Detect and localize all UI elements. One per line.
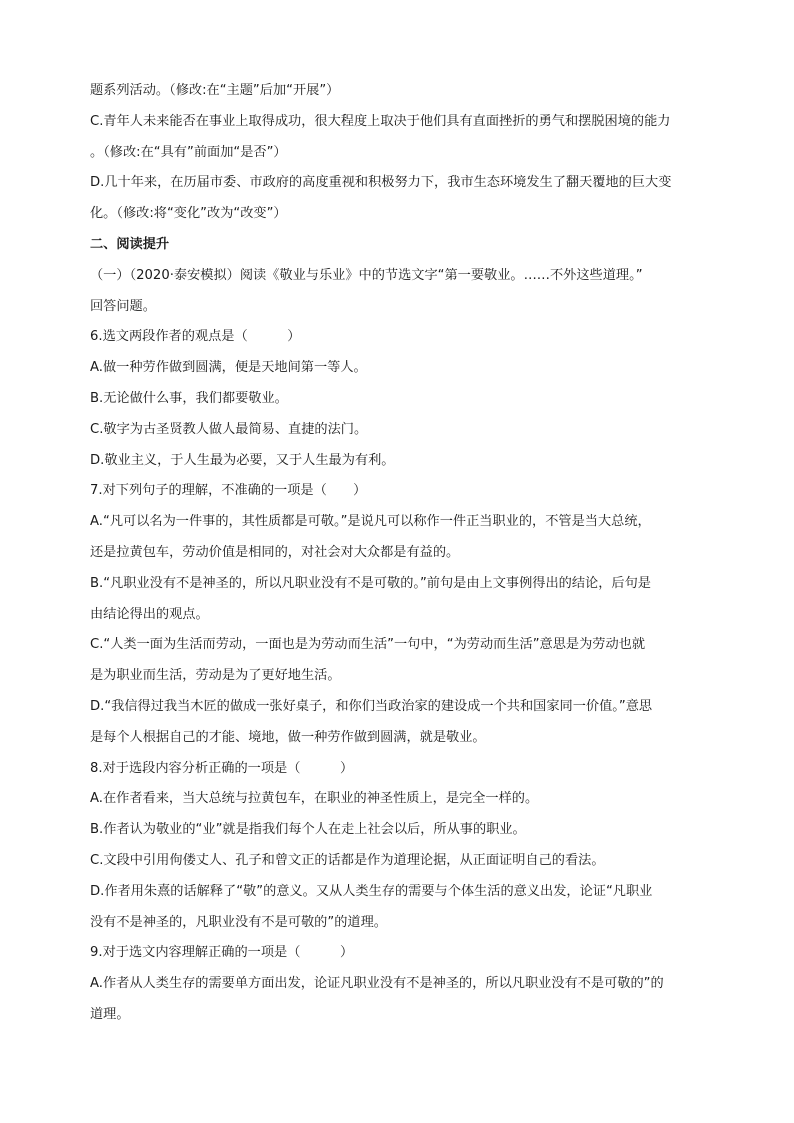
text-line: 由结论得出的观点。 [90, 606, 209, 622]
text-line: 还是拉黄包车，劳动价值是相同的，对社会对大众都是有益的。 [90, 544, 460, 560]
option-line: B.“凡职业没有不是神圣的，所以凡职业没有不是可敬的。”前句是由上文事例得出的结论，后句是 [90, 575, 651, 591]
question-line: 7.对下列句子的理解，不准确的一项是（ ） [90, 483, 367, 499]
option-line: C.文段中引用佝偻丈人、孔子和曾文正的话都是作为道理论据，从正面证明自己的看法。 [90, 852, 605, 868]
option-line: D.作者用朱熹的话解释了“敬”的意义。又从人类生存的需要与个体生活的意义出发，论证“凡职业 [90, 883, 653, 899]
option-line: B.无论做什么事，我们都要敬业。 [90, 390, 288, 406]
text-line: 化。（修改:将“变化”改为“改变”） [90, 206, 287, 222]
option-line: D.敬业主义，于人生最为必要，又于人生最为有利。 [90, 452, 395, 468]
option-line: C.“人类一面为生活而劳动，一面也是为劳动而生活”一句中，“为劳动而生活”意思是为劳动也就 [90, 637, 646, 653]
question-line: 8.对于选段内容分析正确的一项是（ ） [90, 760, 354, 776]
option-line: A.“凡可以名为一件事的，其性质都是可敬。”是说凡可以称作一件正当职业的，不管是当大总统， [90, 514, 651, 530]
option-line: A.作者从人类生存的需要单方面出发，论证凡职业没有不是神圣的，所以凡职业没有不是可敬的”的 [90, 976, 664, 992]
text-line: D.几十年来，在历届市委、市政府的高度重视和积极努力下，我市生态环境发生了翻天覆地的巨大变 [90, 175, 672, 191]
option-line: D.“我信得过我当木匠的做成一张好桌子，和你们当政治家的建设成一个共和国家同一价值。”意思 [90, 698, 653, 714]
text-line: 是为职业而生活，劳动是为了更好地生活。 [90, 668, 341, 684]
text-line: （一）（2020·泰安模拟）阅读《敬业与乐业》中的节选文字“第一要敬业。……不外这些道理。” [90, 267, 643, 283]
text-line: 道理。 [90, 1006, 130, 1022]
section-heading: 二、阅读提升 [90, 236, 170, 252]
option-line: A.在作者看来，当大总统与拉黄包车，在职业的神圣性质上，是完全一样的。 [90, 791, 539, 807]
option-line: A.做一种劳作做到圆满，便是天地间第一等人。 [90, 360, 367, 376]
document-page [90, 76, 716, 1031]
text-line: 题系列活动。（修改:在“主题”后加“开展”） [90, 83, 340, 98]
question-line: 9.对于选文内容理解正确的一项是（ ） [90, 945, 354, 961]
text-line: 回答问题。 [90, 298, 156, 314]
text-line: C.青年人未来能否在事业上取得成功，很大程度上取决于他们具有直面挫折的勇气和摆脱困境的能力 [90, 113, 671, 129]
option-line: C.敬字为古圣贤教人做人最简易、直捷的法门。 [90, 421, 368, 437]
question-line: 6.选文两段作者的观点是（ ） [90, 329, 301, 345]
option-line: B.作者认为敬业的“业”就是指我们每个人在走上社会以后，所从事的职业。 [90, 822, 526, 838]
text-line: 没有不是神圣的，凡职业没有不是可敬的”的道理。 [90, 914, 387, 930]
text-line: 。（修改:在“具有”前面加“是否”） [90, 144, 287, 160]
text-line: 是每个人根据自己的才能、境地，做一种劳作做到圆满，就是敬业。 [90, 729, 486, 745]
